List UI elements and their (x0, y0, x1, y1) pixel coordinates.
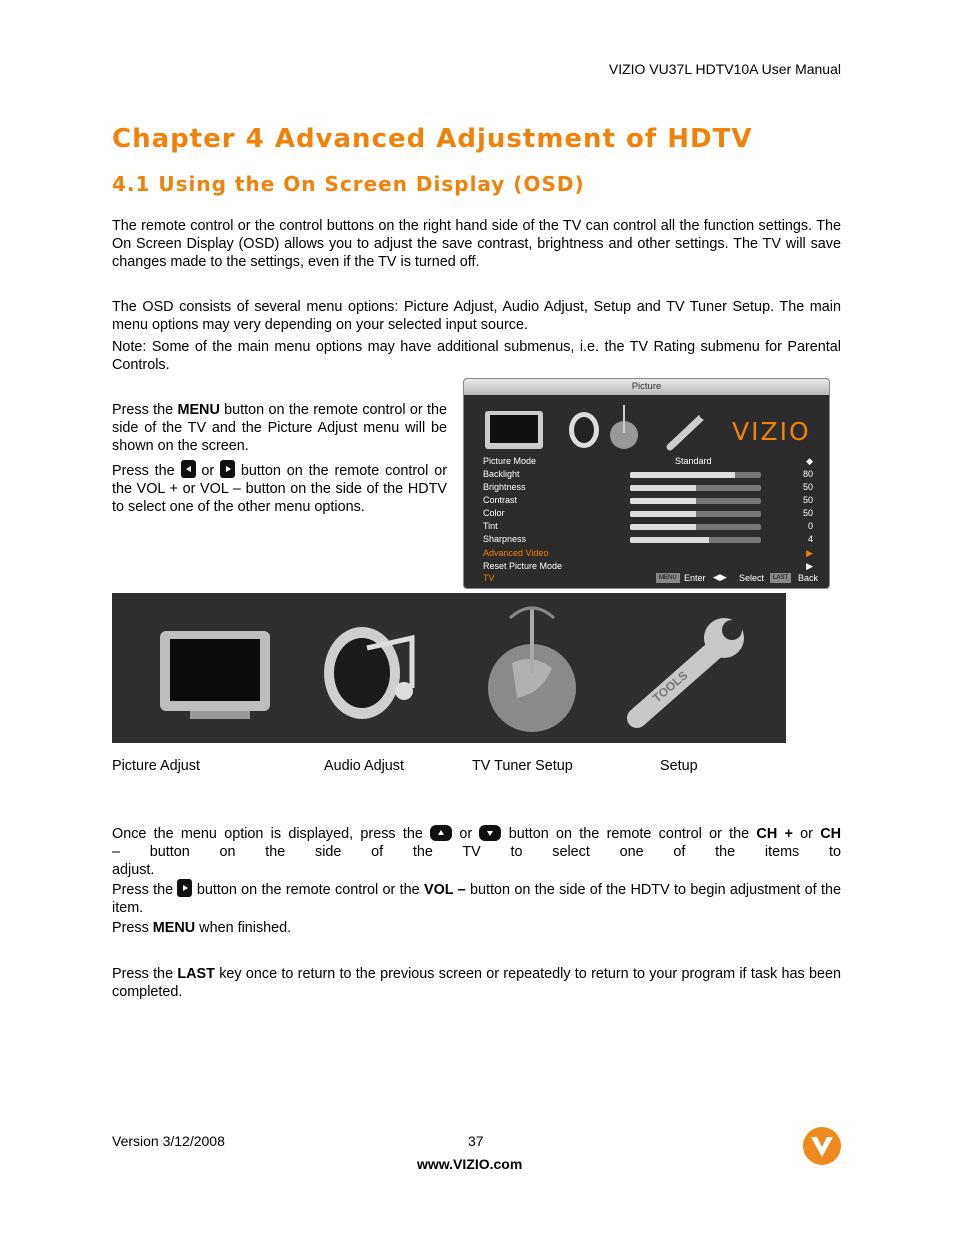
right-arrow-button-icon (177, 879, 192, 897)
paragraph-last: Press the LAST key once to return to the previous screen or repeatedly to return to your program if task has been completed. (112, 966, 841, 1000)
wrench-icon (670, 406, 713, 447)
osd-row-picture-mode: Picture Mode Standard ◆ (483, 456, 813, 466)
down-arrow-button-icon (479, 825, 501, 841)
paragraph-osd-options: The OSD consists of several menu options: Picture Adjust, Audio Adjust, Setup and TV Tuner Setup. The main menu options may very depending on your selected input source. (112, 299, 841, 333)
caption-setup: Setup (660, 758, 698, 774)
osd-slider-bar (630, 511, 761, 517)
last-key-icon: LAST (770, 573, 791, 583)
section-title: 4.1 Using the On Screen Display (OSD) (112, 172, 585, 196)
footer-url: www.VIZIO.com (417, 1156, 523, 1172)
up-arrow-button-icon (430, 825, 452, 841)
tv-icon (485, 411, 543, 449)
main-menu-icons-panel (112, 593, 786, 743)
nav-arrows-icon: ◀▶ (713, 572, 727, 582)
vizio-v-logo-icon (802, 1126, 842, 1166)
osd-slider-bar (630, 498, 761, 504)
right-arrow-button-icon (220, 460, 235, 478)
caption-audio-adjust: Audio Adjust (324, 758, 405, 774)
caption-tv-tuner-setup: TV Tuner Setup (472, 758, 573, 774)
osd-row-contrast: Contrast 50 (483, 495, 813, 505)
paragraph-finish: Press MENU when finished. (112, 920, 292, 936)
osd-row-reset: Reset Picture Mode ▶ (483, 561, 813, 571)
osd-picture-menu (463, 378, 830, 589)
speaker-icon (324, 627, 413, 719)
osd-vizio-logo: VIZIO (732, 417, 811, 446)
globe-tower-icon (610, 405, 638, 449)
paragraph-intro: The remote control or the control buttons on the right hand side of the TV can control all the function settings. The On Screen Display (OSD) allows you to adjust the save contrast, brightness and other settings. The TV will save changes made to the settings, even if the TV is turned off. (112, 218, 841, 270)
wrench-icon (637, 618, 744, 718)
right-triangle-icon: ▶ (806, 548, 813, 558)
footer-page-number: 37 (468, 1133, 484, 1149)
globe-tower-icon (488, 608, 576, 732)
osd-slider-bar (630, 537, 761, 543)
paragraph-menu: Press the MENU button on the remote control or the side of the TV and the Picture Adjust menu will be shown on the screen. (112, 402, 447, 454)
paragraph-adjust: Press the button on the remote control or the VOL – button on the side of the HDTV to begin adjustment of the item. (112, 879, 841, 917)
osd-title: Picture (464, 379, 829, 395)
paragraph-select: Press the or button on the remote control or the VOL + or VOL – button on the side of the HDTV to select one of the other menu options. (112, 460, 447, 516)
speaker-icon (569, 412, 599, 448)
osd-slider-bar (630, 472, 761, 478)
paragraph-ch-select-line2: – button on the side of the TV to select one of the items to adjust. (112, 844, 841, 878)
osd-row-tint: Tint 0 (483, 521, 813, 531)
osd-row-advanced-video: Advanced Video ▶ (483, 548, 813, 558)
caption-picture-adjust: Picture Adjust (112, 758, 200, 774)
manual-title: VIZIO VU37L HDTV10A User Manual (608, 61, 841, 77)
osd-menu-icons (482, 403, 722, 453)
osd-source: TV (483, 573, 495, 583)
chapter-title: Chapter 4 Advanced Adjustment of HDTV (112, 124, 753, 154)
menu-key-icon: MENU (656, 573, 680, 583)
osd-row-backlight: Backlight 80 (483, 469, 813, 479)
right-triangle-icon: ▶ (806, 561, 813, 571)
paragraph-ch-select-line1: Once the menu option is displayed, press the or button on the remote control or the CH + or CH (112, 826, 842, 842)
up-down-arrows-icon: ◆ (806, 456, 813, 466)
left-arrow-button-icon (181, 460, 196, 478)
osd-row-color: Color 50 (483, 508, 813, 518)
paragraph-note: Note: Some of the main menu options may have additional submenus, i.e. the TV Rating submenu for Parental Controls. (112, 339, 841, 373)
osd-slider-bar (630, 485, 761, 491)
footer-version: Version 3/12/2008 (112, 1133, 225, 1149)
osd-slider-bar (630, 524, 761, 530)
osd-row-sharpness: Sharpness 4 (483, 534, 813, 544)
tools-label: TOOLS (649, 668, 691, 706)
tv-icon (160, 631, 270, 719)
osd-footer: TV MENU Enter ◀▶ Select LAST Back (483, 572, 819, 583)
osd-row-brightness: Brightness 50 (483, 482, 813, 492)
